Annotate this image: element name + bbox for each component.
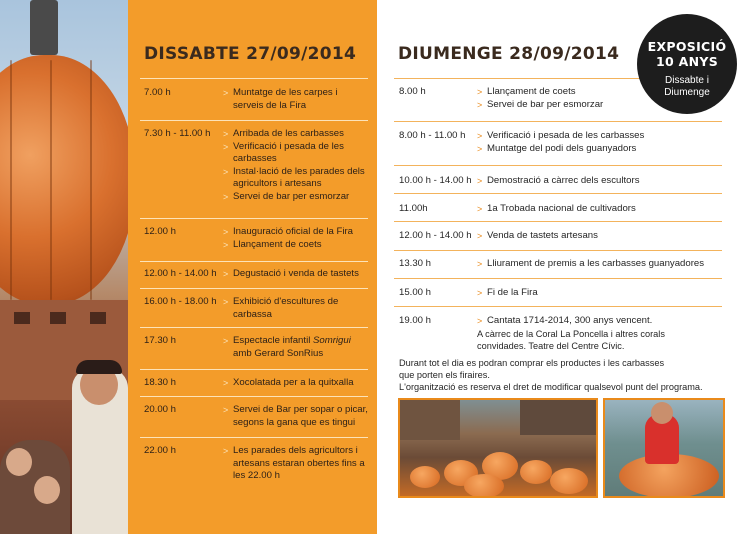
saturday-panel: [128, 0, 377, 534]
row-activities: [223, 268, 368, 281]
row-divider: [140, 120, 368, 121]
activity: > 1a Trobada nacional de cultivadors: [477, 203, 722, 216]
pumpkin: [464, 474, 504, 498]
activity: > Instal·lació de les parades dels agricultors i artesans: [223, 166, 368, 191]
activity: > Llançament de coets: [223, 239, 368, 252]
crane-hook: [30, 0, 58, 55]
row-divider: [394, 165, 722, 166]
row-time: 20.00 h: [144, 404, 177, 415]
pumpkin-rib: [10, 60, 12, 300]
activity: > Fi de la Fira: [477, 287, 722, 300]
row-divider: [394, 121, 722, 122]
badge-days-2: Diumenge: [664, 87, 710, 98]
exhibition-badge: [637, 14, 737, 114]
row-divider: [140, 288, 368, 289]
row-activities: [477, 258, 722, 271]
activity: > Les parades dels agricultors i artesans estaran obertes fins a les 22.00 h: [223, 445, 368, 483]
row-divider: [140, 396, 368, 397]
row-divider: [140, 78, 368, 79]
row-time: 8.00 h: [399, 86, 426, 97]
person-hat: [76, 360, 122, 374]
giant-pumpkin: [0, 55, 128, 305]
pumpkin: [550, 468, 588, 494]
activity: > Llançament de coets: [477, 86, 722, 99]
row-activities: [223, 404, 368, 429]
note-line: Durant tot el dia es podran comprar els productes i les carbasses: [399, 358, 665, 368]
row-activities: [223, 335, 368, 360]
row-divider: [394, 221, 722, 222]
row-divider: [394, 250, 722, 251]
row-activities: [477, 230, 722, 243]
row-time: 22.00 h: [144, 445, 177, 456]
row-time: 8.00 h - 11.00 h: [399, 130, 466, 141]
girl-on-pumpkin-photo: [603, 398, 725, 498]
row-time: 15.00 h: [399, 287, 432, 298]
pumpkin: [520, 460, 552, 484]
window: [90, 312, 106, 324]
row-time: 19.00 h: [399, 315, 432, 326]
activity: > Verificació i pesada de les carbasses: [223, 141, 368, 166]
row-activities: [477, 315, 722, 353]
row-divider: [140, 261, 368, 262]
activity: > Espectacle infantil Somrigui amb Gerard SonRius: [223, 335, 368, 360]
activity: > Lliurament de premis a les carbasses guanyadores: [477, 258, 722, 271]
activity: > Muntatge del podi dels guanyadors: [477, 143, 722, 156]
row-activities: [477, 130, 722, 155]
row-activities: [223, 87, 368, 112]
note-line: que porten els firaires.: [399, 370, 490, 380]
activity: > Servei de bar per esmorzar: [223, 191, 368, 204]
row-time: 13.30 h: [399, 258, 432, 269]
row-activities: [223, 226, 368, 251]
activity: > Demostració a càrrec dels escultors: [477, 175, 722, 188]
girl-head: [651, 402, 673, 424]
row-time: 12.00 h - 14.00 h: [399, 230, 472, 241]
face: [34, 476, 60, 504]
pumpkin-rib: [90, 60, 92, 300]
activity: > Inauguració oficial de la Fira: [223, 226, 368, 239]
row-time: 10.00 h - 14.00 h: [399, 175, 472, 186]
badge-title: EXPOSICIÓ: [647, 39, 727, 54]
row-divider: [394, 193, 722, 194]
row-divider: [140, 369, 368, 370]
row-activities: [223, 445, 368, 483]
activity: > Cantata 1714-2014, 300 anys vencent.: [477, 315, 722, 328]
row-time: 12.00 h - 14.00 h: [144, 268, 217, 279]
activity: > Arribada de les carbasses: [223, 128, 368, 141]
row-divider: [140, 327, 368, 328]
row-activities: [477, 203, 722, 216]
pumpkin-rib: [50, 60, 52, 300]
row-divider: [394, 306, 722, 307]
saturday-title: DISSABTE 27/09/2014: [144, 44, 357, 64]
activity: > Servei de Bar per sopar o picar, segons la gana que es tingui: [223, 404, 368, 429]
activity-detail: convidades. Teatre del Centre Cívic.: [477, 341, 625, 351]
row-time: 11.00h: [399, 203, 428, 214]
row-activities: [223, 296, 368, 321]
pumpkin-photo: [0, 0, 128, 534]
activity: > Verificació i pesada de les carbasses: [477, 130, 722, 143]
face: [6, 448, 32, 476]
activity: > Degustació i venda de tastets: [223, 268, 368, 281]
pumpkin: [410, 466, 440, 488]
badge-subtitle: 10 ANYS: [655, 54, 719, 69]
row-time: 17.30 h: [144, 335, 177, 346]
pumpkin-market-photo: [398, 398, 598, 498]
row-time: 7.00 h: [144, 87, 171, 98]
activity: > Xocolatada per a la quitxalla: [223, 377, 368, 390]
row-divider: [140, 437, 368, 438]
note-line: L'organització es reserva el dret de modificar qualsevol punt del programa.: [399, 382, 703, 392]
sunday-title: DIUMENGE 28/09/2014: [398, 44, 620, 64]
activity: > Exhibició d'escultures de carbassa: [223, 296, 368, 321]
row-time: 16.00 h - 18.00 h: [144, 296, 217, 307]
building: [400, 400, 460, 440]
row-time: 7.30 h - 11.00 h: [144, 128, 211, 139]
window: [50, 312, 66, 324]
row-activities: [477, 175, 722, 188]
row-divider: [394, 278, 722, 279]
row-divider: [140, 218, 368, 219]
row-activities: [223, 377, 368, 390]
activity: > Servei de bar per esmorzar: [477, 99, 722, 112]
activity: > Venda de tastets artesans: [477, 230, 722, 243]
row-activities: [477, 287, 722, 300]
activity-detail: A càrrec de la Coral La Poncella i altres corals: [477, 328, 665, 339]
show-name: Somrigui: [313, 335, 351, 346]
building: [520, 400, 598, 435]
activity: > Muntatge de les carpes i serveis de la Fira: [223, 87, 368, 112]
row-activities: [223, 128, 368, 203]
badge-days-1: Dissabte i: [665, 75, 709, 86]
row-time: 12.00 h: [144, 226, 177, 237]
row-time: 18.30 h: [144, 377, 177, 388]
window: [14, 312, 30, 324]
crowd: [0, 440, 70, 534]
